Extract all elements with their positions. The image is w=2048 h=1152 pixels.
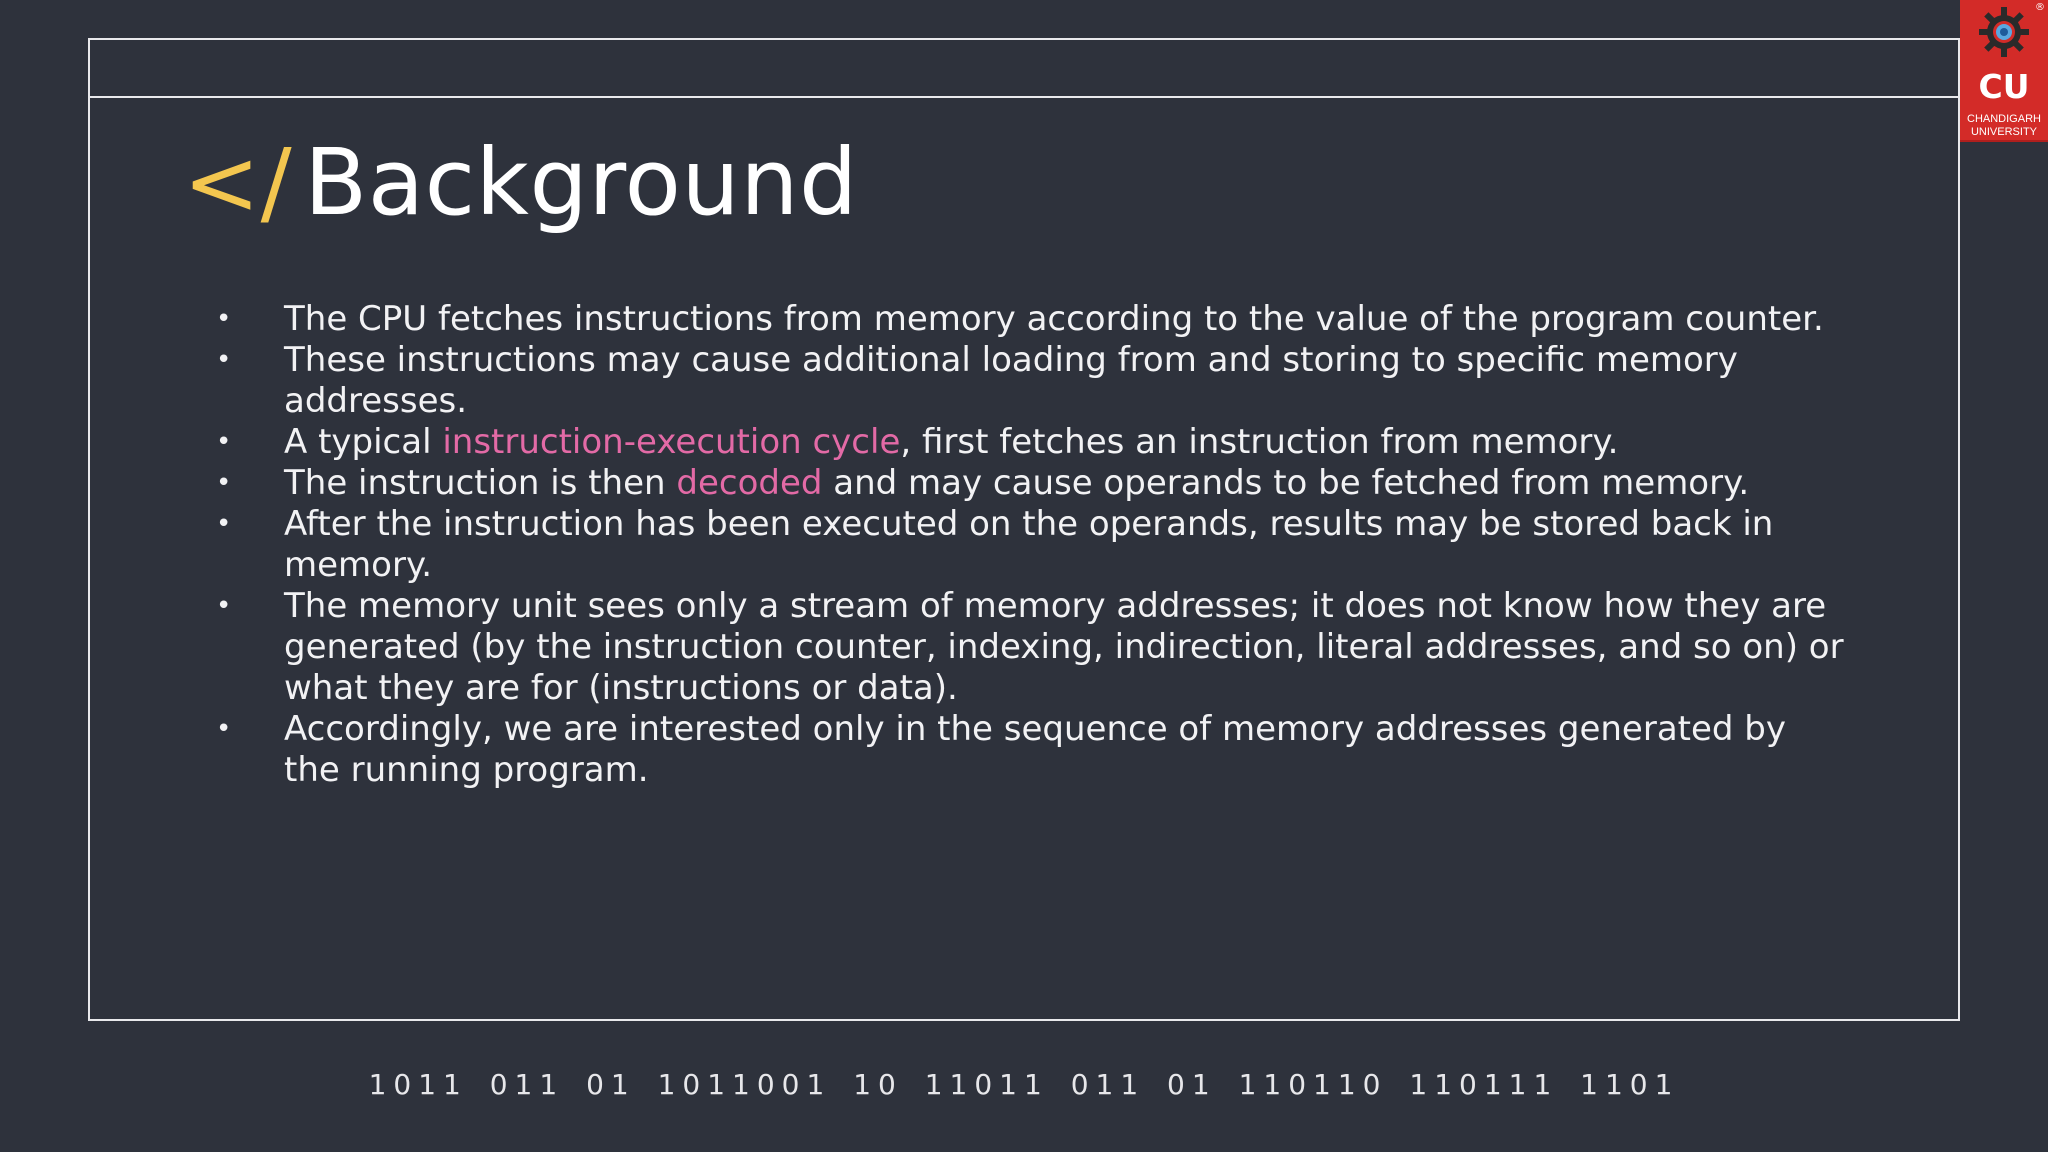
logo-university-name bbox=[1960, 113, 2048, 139]
bullet-item bbox=[216, 299, 1844, 340]
bullet-text: Accordingly, we are interested only in the sequence of memory addresses generated by the running program. bbox=[284, 709, 1787, 790]
bullet-text: The memory unit sees only a stream of memory addresses; it does not know how they are generated (by the instruction counter, indexing, indirection, literal addresses, and so on) or what they are for (instructions or data). bbox=[284, 586, 1844, 708]
bullet-dot-icon: • bbox=[216, 427, 232, 457]
bullet-dot-icon: • bbox=[216, 468, 232, 498]
bullet-list bbox=[216, 299, 1844, 791]
frame-divider bbox=[90, 96, 1958, 98]
slide-title-text: Background bbox=[304, 129, 858, 236]
code-tag-icon: </ bbox=[183, 129, 293, 236]
bullet-item bbox=[216, 422, 1844, 463]
bullet-text: The CPU fetches instructions from memory according to the value of the program counter. bbox=[284, 299, 1824, 339]
bullet-item bbox=[216, 586, 1844, 709]
bullet-text: , first fetches an instruction from memory. bbox=[900, 422, 1619, 462]
bullet-text: These instructions may cause additional loading from and storing to specific memory addresses. bbox=[284, 340, 1738, 421]
highlighted-term: instruction-execution cycle bbox=[442, 422, 901, 462]
bullet-text: After the instruction has been executed on the operands, results may be stored back in memory. bbox=[284, 504, 1774, 585]
logo-name-line-1: CHANDIGARH bbox=[1967, 113, 2041, 125]
registered-mark: ® bbox=[2035, 2, 2045, 13]
logo-name-line-2: UNIVERSITY bbox=[1970, 126, 2037, 138]
bullet-item bbox=[216, 709, 1844, 791]
bullet-item bbox=[216, 504, 1844, 586]
bullet-text: A typical bbox=[284, 422, 443, 462]
gear-emblem-icon bbox=[1978, 6, 2030, 58]
bullet-dot-icon: • bbox=[216, 591, 232, 621]
bullet-dot-icon: • bbox=[216, 345, 232, 375]
bullet-text: The instruction is then bbox=[284, 463, 677, 503]
slide-title bbox=[183, 128, 858, 238]
chandigarh-university-logo bbox=[1960, 0, 2048, 142]
bullet-dot-icon: • bbox=[216, 509, 232, 539]
logo-abbreviation: CU bbox=[1978, 67, 2030, 106]
bullet-dot-icon: • bbox=[216, 714, 232, 744]
bullet-dot-icon: • bbox=[216, 304, 232, 334]
bullet-text: and may cause operands to be fetched from memory. bbox=[822, 463, 1750, 503]
bullet-item bbox=[216, 463, 1844, 504]
footer-binary: 1011 011 01 1011001 10 11011 011 01 110110 110111 1101 bbox=[368, 1068, 1680, 1101]
highlighted-term: decoded bbox=[676, 463, 823, 503]
bullet-item bbox=[216, 340, 1844, 422]
